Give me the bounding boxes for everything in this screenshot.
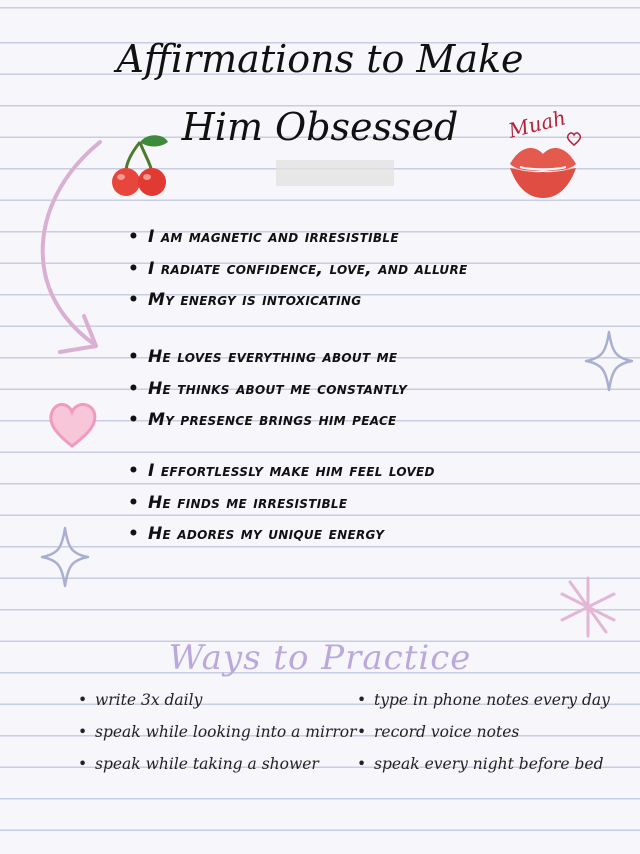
affirmation-item: • He thinks about me constantly xyxy=(128,378,408,399)
affirmation-group-1 xyxy=(128,222,468,317)
sparkle-icon-small xyxy=(40,526,90,588)
practice-item: • speak while looking into a mirror xyxy=(78,723,357,741)
title-line-1: Affirmations to Make xyxy=(116,37,524,81)
affirmation-item: • I effortlessly make him feel loved xyxy=(128,461,435,481)
kiss-text: Muah xyxy=(505,105,569,143)
practice-list-right xyxy=(357,684,610,780)
arrow-icon xyxy=(26,138,116,362)
affirmation-item: • I radiate confidence, love, and allure xyxy=(128,258,468,279)
affirmation-item: • He adores my unique energy xyxy=(128,524,385,544)
title-line-2: Him Obsessed xyxy=(181,105,459,149)
practice-list-left xyxy=(78,684,357,780)
practice-item: • record voice notes xyxy=(357,723,520,741)
affirmation-item: • My presence brings him peace xyxy=(128,410,397,430)
affirmation-item: • He finds me irresistible xyxy=(128,492,348,513)
affirmation-item: • I am magnetic and irresistible xyxy=(128,227,399,247)
affirmation-group-3 xyxy=(128,456,435,551)
heart-icon xyxy=(46,400,98,450)
practice-item: • type in phone notes every day xyxy=(357,691,610,709)
practice-item: • speak while taking a shower xyxy=(78,755,319,773)
sparkle-icon xyxy=(584,330,634,392)
affirmation-item: • My energy is intoxicating xyxy=(128,290,362,310)
washi-tape xyxy=(276,160,394,186)
practice-item: • speak every night before bed xyxy=(357,755,604,773)
lips-icon xyxy=(506,140,580,200)
practice-title: Ways to Practice xyxy=(168,638,472,678)
asterisk-flower-icon xyxy=(556,572,620,642)
affirmation-group-2 xyxy=(128,342,407,437)
practice-item: • write 3x daily xyxy=(78,691,203,709)
affirmation-item: • He loves everything about me xyxy=(128,347,398,367)
